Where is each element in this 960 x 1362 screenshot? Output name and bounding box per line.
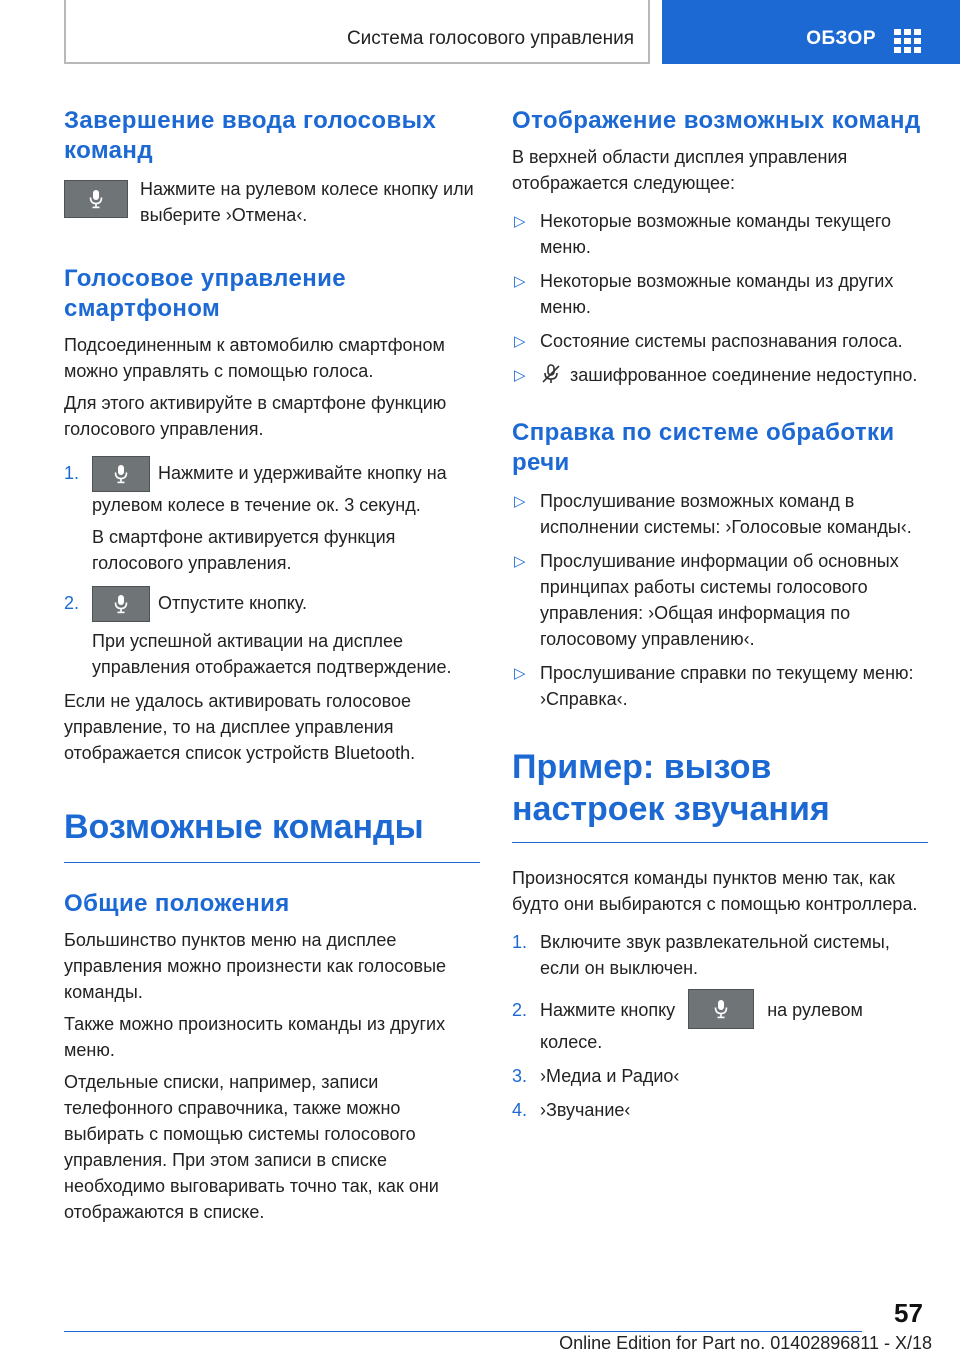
bullet-triangle-icon: ▷ xyxy=(514,213,526,230)
end-input-row xyxy=(64,180,480,228)
left-column xyxy=(64,106,480,1225)
step-number: 2. xyxy=(64,593,80,613)
list-item: ▷ Состояние системы распознавания голоса. xyxy=(512,328,928,354)
step-number: 4. xyxy=(512,1100,528,1120)
heading-end-input: Завершение ввода голосовых команд xyxy=(64,107,437,164)
example-steps xyxy=(512,929,928,1123)
step-number: 2. xyxy=(512,1000,528,1020)
list-item xyxy=(64,590,480,680)
steering-voice-button xyxy=(64,180,128,218)
list-item: 2. Нажмите кнопку на рулевом колесе. xyxy=(512,991,928,1055)
step-text: Нажмите и удерживайте кнопку на рулевом колесе в течение ок. 3 секунд. xyxy=(92,460,480,518)
header-section-title: Система голосового управления xyxy=(346,28,634,49)
microphone-icon xyxy=(714,999,728,1019)
bullet-triangle-icon: ▷ xyxy=(514,665,526,682)
microphone-crossed-icon xyxy=(540,363,562,385)
bullet-triangle-icon: ▷ xyxy=(514,553,526,570)
page-number: 57 xyxy=(894,1298,923,1328)
smartphone-p1: Подсоединенным к автомобилю смартфоном можно управлять с помощью голоса. xyxy=(64,335,445,381)
microphone-icon xyxy=(114,464,128,484)
header-overview-tab[interactable] xyxy=(662,0,960,64)
bullet-triangle-icon: ▷ xyxy=(514,367,526,384)
header-section-box xyxy=(64,0,650,64)
microphone-icon xyxy=(89,189,103,209)
heading-display-commands: Отображение возможных команд xyxy=(512,107,921,134)
steering-voice-button xyxy=(92,586,150,622)
grid-menu-icon[interactable] xyxy=(894,29,922,53)
display-intro: В верхней области дисплея управления отображается следующее: xyxy=(512,147,848,193)
bullet-triangle-icon: ▷ xyxy=(514,333,526,350)
step-number: 1. xyxy=(64,463,80,483)
list-item: ▷ Некоторые возможные команды текущего меню. xyxy=(514,211,892,257)
general-p1: Большинство пунктов меню на дисплее управления можно произнести как голосовые команды. xyxy=(64,930,447,1002)
bullet-triangle-icon: ▷ xyxy=(514,273,526,290)
right-column xyxy=(512,106,928,1123)
header-tab-label: ОБЗОР xyxy=(806,28,876,49)
help-list xyxy=(512,488,928,712)
step-number: 3. xyxy=(512,1066,528,1086)
steering-voice-button xyxy=(92,456,150,492)
heading-smartphone: Голосовое управление смартфоном xyxy=(64,265,347,322)
title-underline xyxy=(512,842,928,843)
microphone-icon xyxy=(114,594,128,614)
list-item: 1. Включите звук развлекательной системы, если он выключен. xyxy=(512,929,928,981)
list-item xyxy=(64,460,480,576)
step-number: 1. xyxy=(512,932,528,952)
list-item: ▷ Прослушивание информации об основных принципах работы системы голосового управления: ›Общая информация по голосовому управлению‹. xyxy=(514,551,899,649)
example-intro: Произносятся команды пунктов меню так, как будто они выбираются с помощью контроллера. xyxy=(512,868,918,914)
title-underline xyxy=(64,862,480,863)
bullet-triangle-icon: ▷ xyxy=(514,493,526,510)
general-p3: Отдельные списки, например, записи телефонного справочника, также можно выбирать с помощью системы голосового управления. При этом записи в списке необходимо выговаривать точно так, как они отображаются в списке. xyxy=(64,1072,439,1222)
step-text: Отпустите кнопку. xyxy=(92,590,480,622)
title-example-sound: Пример: вызов настроек звучания xyxy=(512,748,830,828)
footer-edition: Online Edition for Part no. 01402896811 - X/18 xyxy=(559,1333,932,1353)
smartphone-steps xyxy=(64,460,480,680)
heading-general: Общие положения xyxy=(64,890,290,917)
list-item: ▷ Прослушивание возможных команд в исполнении системы: ›Голосовые команды‹. xyxy=(514,491,912,537)
end-input-text: Нажмите на рулевом колесе кнопку или выберите ›Отмена‹. xyxy=(140,179,474,225)
step-note: При успешной активации на дисплее управления отображается подтверждение. xyxy=(92,631,452,677)
steering-voice-button xyxy=(688,989,754,1029)
smartphone-p3: Если не удалось активировать голосовое управление, то на дисплее управления отображается список устройств Bluetooth. xyxy=(64,691,416,763)
list-item: 3. ›Медиа и Радио‹ xyxy=(512,1063,928,1089)
list-item: ▷ Некоторые возможные команды из других меню. xyxy=(514,271,894,317)
footer-rule xyxy=(64,1331,862,1332)
display-list xyxy=(512,208,928,388)
list-item: 4. ›Звучание‹ xyxy=(512,1097,928,1123)
title-possible-commands: Возможные команды xyxy=(64,808,424,846)
list-item: ▷ Прослушивание справки по текущему меню: ›Справка‹. xyxy=(514,663,914,709)
list-item: ▷ зашифрованное соединение недоступно. xyxy=(512,362,928,388)
general-p2: Также можно произносить команды из других меню. xyxy=(64,1014,446,1060)
step-note: В смартфоне активируется функция голосового управления. xyxy=(92,527,396,573)
heading-speech-help: Справка по системе обработки речи xyxy=(512,419,895,476)
smartphone-p2: Для этого активируйте в смартфоне функцию голосового управления. xyxy=(64,393,447,439)
